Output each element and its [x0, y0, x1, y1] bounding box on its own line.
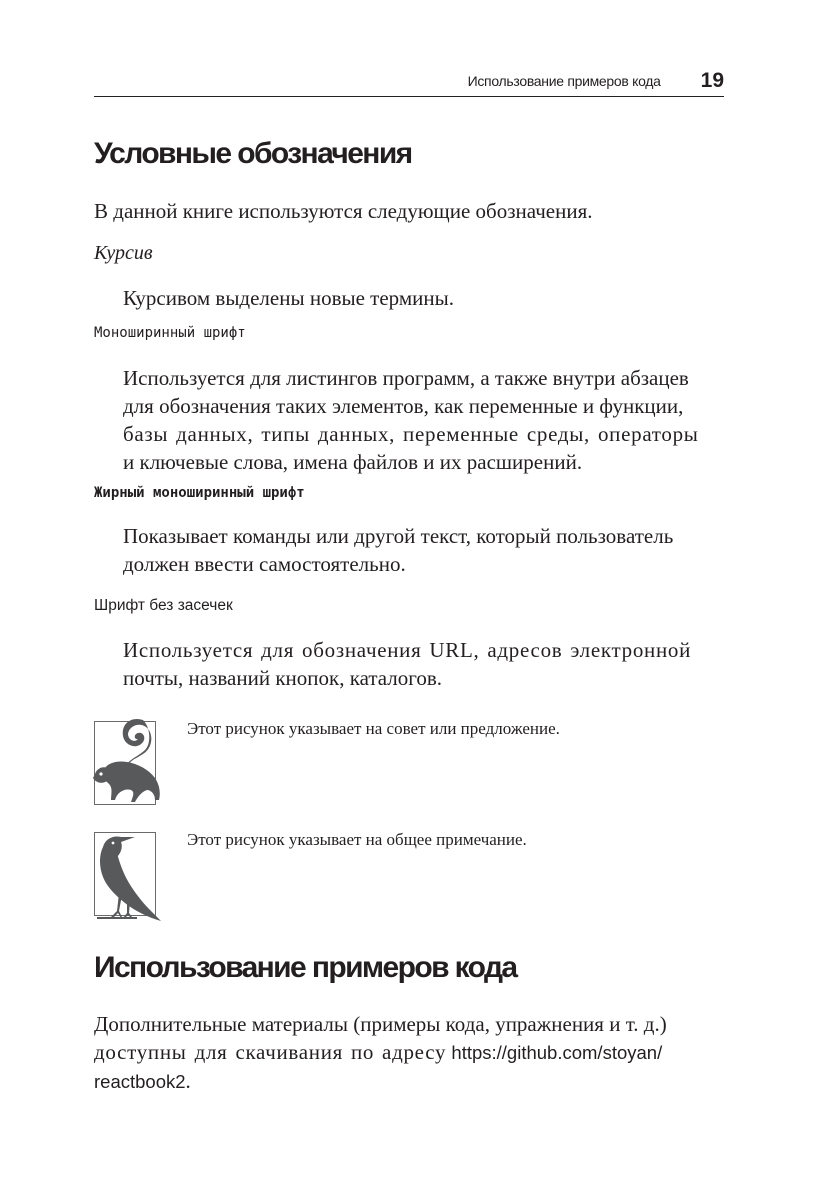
sentence-end: .: [185, 1069, 191, 1093]
code-examples-line-2: [94, 1038, 726, 1067]
mono-desc-line: базы данных, типы данных, переменные среды, операторы: [123, 422, 699, 446]
code-examples-text: доступны для скачивания по адресу: [94, 1040, 447, 1064]
conventions-intro: В данной книге используются следующие обозначения.: [94, 199, 593, 223]
tip-icon-frame: [94, 721, 156, 805]
mono-desc-line: Используется для листингов программ, а также внутри абзацев: [123, 366, 689, 390]
sans-desc-line: Используется для обозначения URL, адресов электронной: [123, 638, 692, 662]
repo-url-link[interactable]: https://github.com/stoyan/: [451, 1042, 663, 1063]
running-header: [94, 66, 724, 97]
general-note-text: Этот рисунок указывает на общее примечание.: [187, 830, 527, 849]
code-examples-paragraph: [94, 1010, 726, 1096]
sans-term: Шрифт без засечек: [94, 597, 233, 614]
italic-description: Курсивом выделены новые термины.: [123, 286, 454, 310]
note-icon-frame: [94, 832, 156, 916]
code-examples-line-3: [94, 1067, 726, 1096]
tip-note-text: Этот рисунок указывает на совет или предложение.: [187, 719, 560, 738]
code-examples-line: Дополнительные материалы (примеры кода, упражнения и т. д.): [94, 1012, 667, 1036]
section-heading-code-examples: Использование примеров кода: [94, 951, 517, 984]
repo-url-link-cont[interactable]: reactbook2: [94, 1071, 186, 1092]
mono-desc-line: для обозначения таких элементов, как переменные и функции,: [123, 394, 684, 418]
sans-desc-line: почты, названий кнопок, каталогов.: [123, 666, 443, 690]
running-title: Использование примеров кода: [467, 73, 661, 89]
crow-note-icon: [91, 823, 165, 923]
italic-term: Курсив: [94, 242, 153, 264]
page-number: 19: [700, 69, 724, 92]
bold-mono-desc-line: Показывает команды или другой текст, который пользователь: [123, 524, 674, 548]
sans-description: [123, 636, 725, 692]
bold-mono-desc-line: должен ввести самостоятельно.: [123, 552, 406, 576]
mono-desc-line: и ключевые слова, имена файлов и их расширений.: [123, 450, 583, 474]
bold-mono-term: Жирный моноширинный шрифт: [94, 485, 305, 501]
bold-mono-description: [123, 522, 725, 578]
mono-description: [123, 364, 725, 476]
lemur-tip-icon: [91, 712, 165, 812]
mono-term: Моноширинный шрифт: [94, 325, 246, 341]
section-heading-conventions: Условные обозначения: [94, 137, 412, 170]
